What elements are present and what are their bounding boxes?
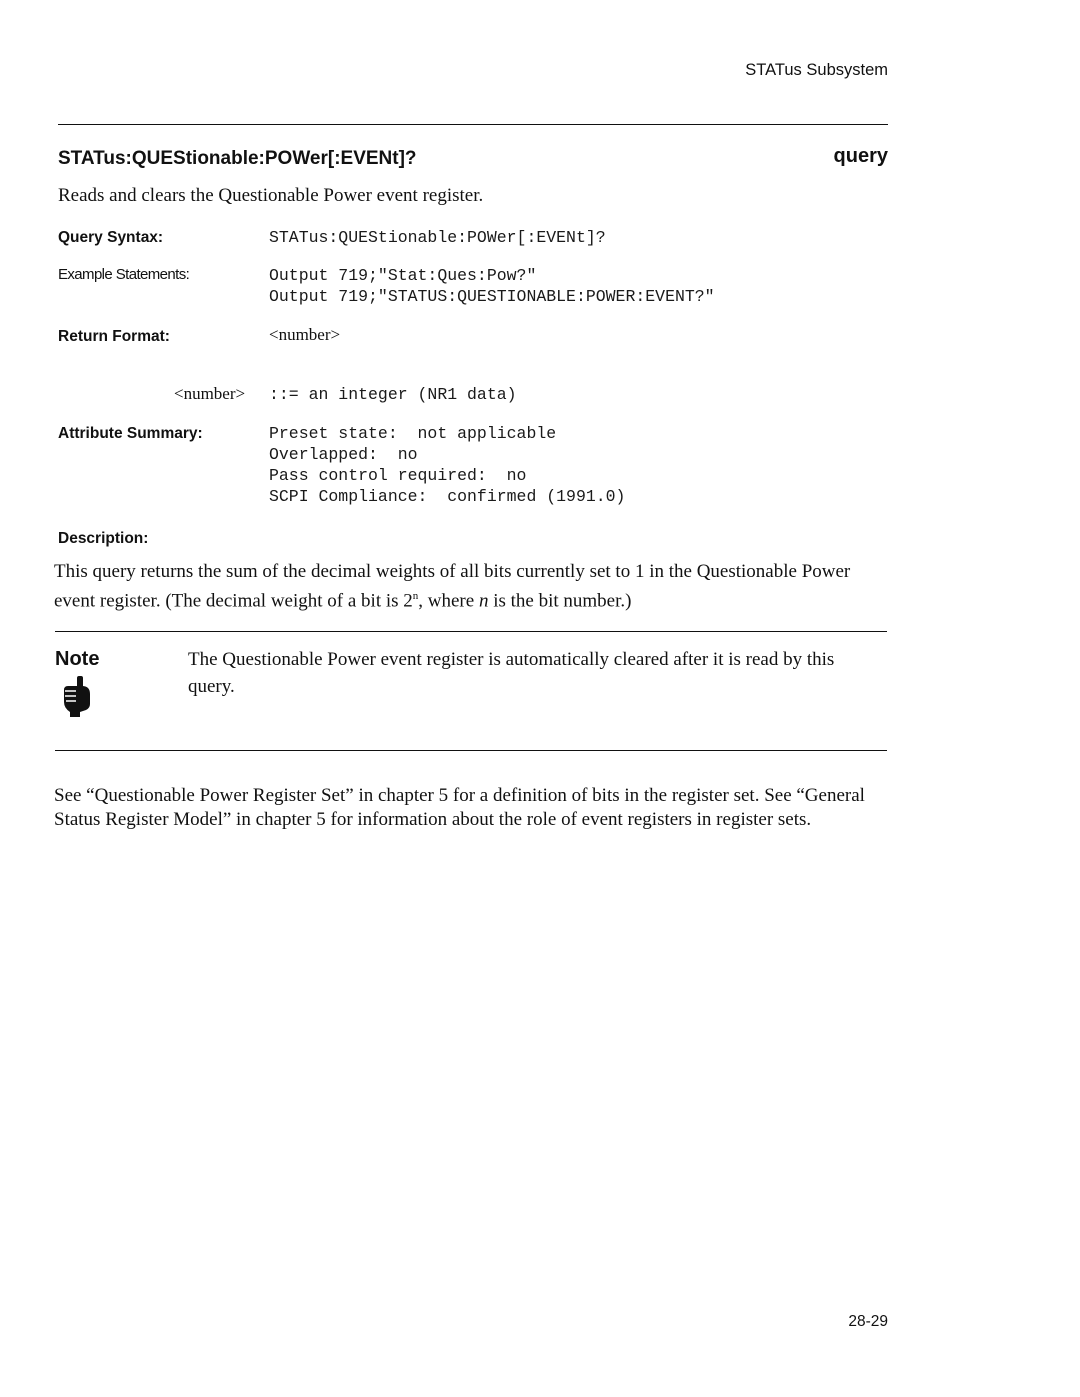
return-format-label: Return Format: <box>58 328 170 345</box>
query-syntax-label: Query Syntax: <box>58 229 164 246</box>
pointing-hand-icon <box>60 674 96 723</box>
number-definition: ::= an integer (NR1 data) <box>269 385 517 404</box>
example-statement: Output 719;"Stat:Ques:Pow?" <box>269 266 537 285</box>
example-statement: Output 719;"STATUS:QUESTIONABLE:POWER:EVENT?" <box>269 287 715 306</box>
query-syntax-value: STATus:QUEStionable:POWer[:EVENt]? <box>269 228 606 247</box>
command-type: query <box>833 145 888 167</box>
attribute-line: Preset state: not applicable <box>269 424 557 443</box>
command-title: STATus:QUEStionable:POWer[:EVENt]? <box>58 148 417 169</box>
number-term: <number> <box>174 384 246 403</box>
attribute-summary-label: Attribute Summary: <box>58 425 203 442</box>
note-top-rule <box>55 631 887 632</box>
top-rule <box>58 124 888 125</box>
description-label: Description: <box>58 530 149 547</box>
note-label: Note <box>55 648 100 670</box>
command-summary: Reads and clears the Questionable Power event register. <box>58 185 484 206</box>
page-number: 28-29 <box>848 1313 888 1330</box>
attribute-line: Overlapped: no <box>269 445 418 464</box>
description-paragraph: This query returns the sum of the decimal weights of all bits currently set to 1 in the Questionable Power event register. (The decimal weight of a bit is 2$^n$, where n is the bit number.) <box>54 561 851 612</box>
see-also-paragraph: See “Questionable Power Register Set” in chapter 5 for a definition of bits in the register set. See “General Status Register Model” in chapter 5 for information about the role of event registers in register sets. <box>54 785 865 830</box>
return-format-value: <number> <box>269 325 341 344</box>
example-statements-label: Example Statements: <box>58 266 190 283</box>
attribute-line: SCPI Compliance: confirmed (1991.0) <box>269 487 626 506</box>
attribute-line: Pass control required: no <box>269 466 527 485</box>
note-text: The Questionable Power event register is automatically cleared after it is read by this query. <box>188 649 835 697</box>
note-bottom-rule <box>55 750 887 751</box>
running-header: STATus Subsystem <box>745 61 888 79</box>
